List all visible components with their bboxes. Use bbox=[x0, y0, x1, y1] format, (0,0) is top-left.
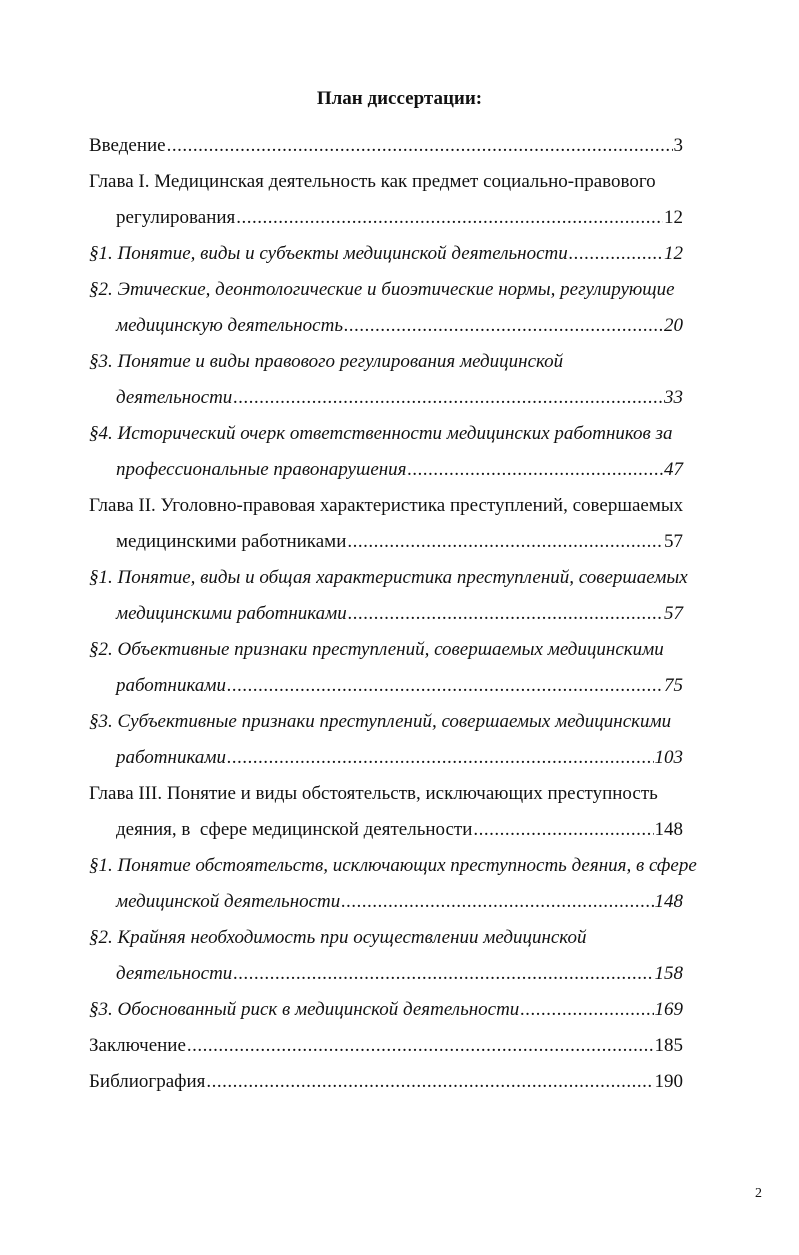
toc-entry-label: профессиональные правонарушения bbox=[116, 459, 407, 480]
toc-entry-label: деяния, в сфере медицинской деятельности bbox=[116, 819, 473, 840]
leader-dots bbox=[347, 530, 663, 554]
toc-entry-label: §2. Объективные признаки преступлений, совершаемых медицинскими bbox=[89, 639, 664, 660]
toc-entry-ch3-sec1[interactable] bbox=[89, 854, 719, 878]
toc-page: 169 bbox=[654, 999, 683, 1020]
toc-entry-label: §3. Понятие и виды правового регулирования медицинской bbox=[89, 351, 564, 372]
toc-page: 103 bbox=[654, 747, 683, 768]
toc-entry-label: Библиография bbox=[89, 1071, 206, 1092]
leader-dots bbox=[569, 242, 663, 266]
toc-entry-label: §3. Обоснованный риск в медицинской деятельности bbox=[89, 999, 520, 1020]
toc-entry-chapter-3[interactable] bbox=[89, 782, 683, 806]
toc-entry-conclusion[interactable] bbox=[89, 1034, 683, 1058]
leader-dots bbox=[348, 602, 663, 626]
toc-entry-ch1-sec1[interactable] bbox=[89, 242, 683, 266]
leader-dots bbox=[233, 386, 663, 410]
toc-page: 190 bbox=[654, 1071, 683, 1092]
toc-entry-ch2-sec1-cont[interactable] bbox=[116, 602, 683, 626]
toc-page: 148 bbox=[654, 819, 683, 840]
leader-dots bbox=[520, 998, 653, 1022]
toc-entry-label: §2. Крайняя необходимость при осуществлении медицинской bbox=[89, 927, 587, 948]
leader-dots bbox=[227, 746, 654, 770]
toc-entry-label: медицинскую деятельность bbox=[116, 315, 343, 336]
toc-entry-ch1-sec4-cont[interactable] bbox=[116, 458, 683, 482]
toc-entry-ch3-sec2[interactable] bbox=[89, 926, 683, 950]
toc-page: 57 bbox=[664, 531, 683, 552]
toc-entry-ch2-sec1[interactable] bbox=[89, 566, 688, 590]
leader-dots bbox=[344, 314, 663, 338]
toc-page: 75 bbox=[664, 675, 683, 696]
toc-entry-ch1-sec2-cont[interactable] bbox=[116, 314, 683, 338]
toc-entry-label: деятельности bbox=[116, 387, 233, 408]
toc-entry-label: медицинской деятельности bbox=[116, 891, 341, 912]
toc-page: 148 bbox=[654, 891, 683, 912]
toc-entry-label: Глава III. Понятие и виды обстоятельств, исключающих преступность bbox=[89, 783, 658, 804]
toc-page: 185 bbox=[654, 1035, 683, 1056]
leader-dots bbox=[236, 206, 663, 230]
toc-page: 12 bbox=[664, 207, 683, 228]
toc-entry-label: §4. Исторический очерк ответственности медицинских работников за bbox=[89, 423, 673, 444]
toc-entry-intro[interactable] bbox=[89, 134, 683, 158]
toc-entry-bibliography[interactable] bbox=[89, 1070, 683, 1094]
toc-entry-label: работниками bbox=[116, 747, 226, 768]
toc-entry-label: медицинскими работниками bbox=[116, 603, 347, 624]
toc-page: 57 bbox=[664, 603, 683, 624]
toc-entry-label: регулирования bbox=[116, 207, 236, 228]
toc-entry-chapter-2[interactable] bbox=[89, 494, 683, 518]
page-title: План диссертации: bbox=[316, 88, 483, 109]
toc-entry-ch1-sec2[interactable] bbox=[89, 278, 683, 302]
toc-entry-ch2-sec3-cont[interactable] bbox=[116, 746, 683, 770]
toc-entry-chapter-1[interactable] bbox=[89, 170, 683, 194]
toc-page: 12 bbox=[664, 243, 683, 264]
toc-page: 47 bbox=[664, 459, 683, 480]
leader-dots bbox=[167, 134, 673, 158]
leader-dots bbox=[233, 962, 653, 986]
toc-page: 158 bbox=[654, 963, 683, 984]
toc-entry-label: §1. Понятие обстоятельств, исключающих преступность деяния, в сфере bbox=[89, 855, 697, 876]
toc-entry-ch2-sec2-cont[interactable] bbox=[116, 674, 683, 698]
toc-entry-label: §1. Понятие, виды и субъекты медицинской деятельности bbox=[89, 243, 568, 264]
toc-entry-label: §1. Понятие, виды и общая характеристика преступлений, совершаемых bbox=[89, 567, 688, 588]
toc-entry-chapter-3-cont[interactable] bbox=[116, 818, 683, 842]
toc-page: 33 bbox=[664, 387, 683, 408]
page-number: 2 bbox=[755, 1186, 762, 1201]
leader-dots bbox=[227, 674, 663, 698]
toc-entry-label: §3. Субъективные признаки преступлений, совершаемых медицинскими bbox=[89, 711, 672, 732]
toc-page: 20 bbox=[664, 315, 683, 336]
leader-dots bbox=[187, 1034, 654, 1058]
leader-dots bbox=[206, 1070, 653, 1094]
toc-entry-label: Глава I. Медицинская деятельность как предмет социально-правового bbox=[89, 171, 656, 192]
toc-entry-ch2-sec3[interactable] bbox=[89, 710, 683, 734]
toc-entry-chapter-2-cont[interactable] bbox=[116, 530, 683, 554]
toc-entry-ch3-sec2-cont[interactable] bbox=[116, 962, 683, 986]
toc-entry-chapter-1-cont[interactable] bbox=[116, 206, 683, 230]
toc-entry-label: медицинскими работниками bbox=[116, 531, 347, 552]
leader-dots bbox=[341, 890, 653, 914]
toc-entry-ch1-sec4[interactable] bbox=[89, 422, 683, 446]
toc-entry-label: деятельности bbox=[116, 963, 233, 984]
toc-entry-label: §2. Этические, деонтологические и биоэтические нормы, регулирующие bbox=[89, 279, 675, 300]
toc-entry-ch3-sec1-cont[interactable] bbox=[116, 890, 683, 914]
toc-entry-ch2-sec2[interactable] bbox=[89, 638, 683, 662]
leader-dots bbox=[473, 818, 653, 842]
toc-entry-ch1-sec3[interactable] bbox=[89, 350, 683, 374]
toc-entry-label: работниками bbox=[116, 675, 226, 696]
toc-entry-ch3-sec3[interactable] bbox=[89, 998, 683, 1022]
leader-dots bbox=[408, 458, 663, 482]
toc-entry-label: Глава II. Уголовно-правовая характеристика преступлений, совершаемых bbox=[89, 495, 684, 516]
toc-entry-ch1-sec3-cont[interactable] bbox=[116, 386, 683, 410]
toc-entry-label: Введение bbox=[89, 135, 166, 156]
toc-page: 3 bbox=[673, 135, 683, 156]
toc-entry-label: Заключение bbox=[89, 1035, 186, 1056]
